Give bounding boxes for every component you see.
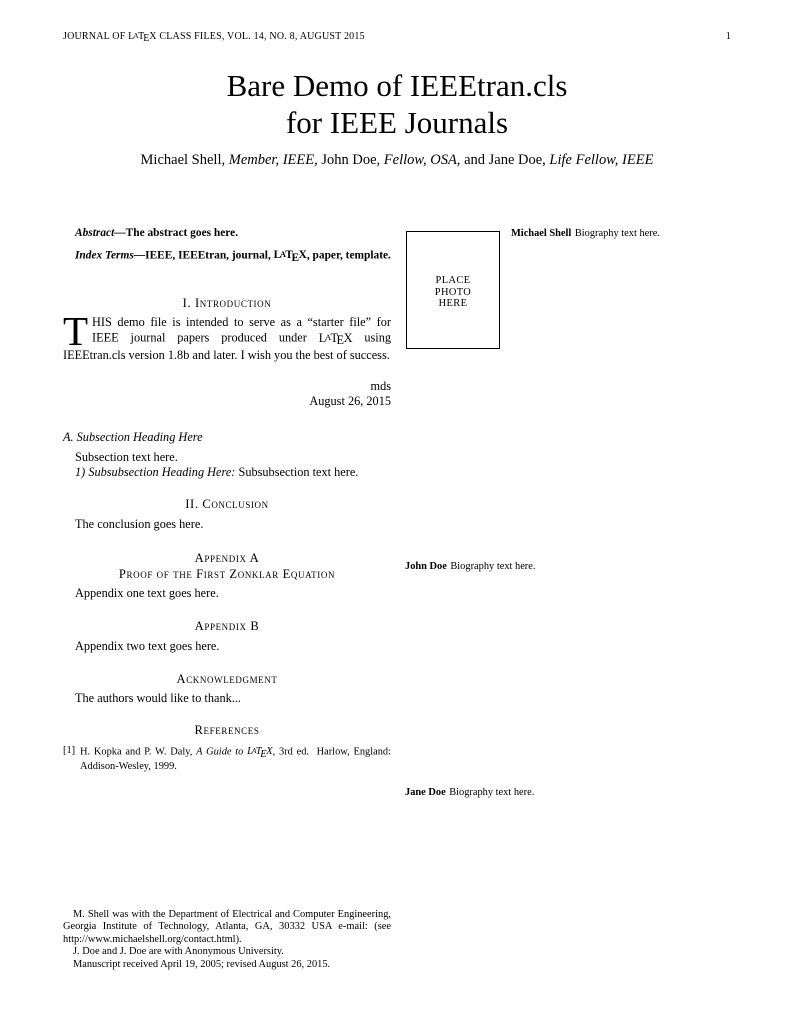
journal-header-text: JOURNAL OF LATEX CLASS FILES, VOL. 14, NO. 8, AUGUST 2015 xyxy=(63,31,365,45)
drop-cap: T xyxy=(63,308,89,354)
author-name-2: John Doe, xyxy=(317,152,384,168)
reference-item xyxy=(63,745,391,773)
conclusion-text: The conclusion goes here. xyxy=(75,517,204,531)
acknowledgment-heading: Acknowledgment xyxy=(176,672,278,686)
bio-john-doe xyxy=(405,561,732,573)
appendix-a-heading xyxy=(63,551,391,582)
author-affiliation-1: Member, IEEE, xyxy=(228,152,318,168)
photo-placeholder-box xyxy=(406,231,500,349)
footnote-para-3: Manuscript received April 19, 2005; revised August 26, 2015. xyxy=(73,958,331,970)
photo-placeholder-line-3: HERE xyxy=(438,298,468,310)
photo-placeholder-line-1: PLACE xyxy=(435,275,471,286)
title-line-1: Bare Demo of IEEEtran.cls xyxy=(226,68,568,103)
bio-michael-shell xyxy=(511,228,732,240)
latex-logo: LATEX xyxy=(318,330,353,348)
bio-name: Michael Shell xyxy=(511,228,572,239)
appendix-b-text: Appendix two text goes here. xyxy=(75,639,220,653)
title-line-2: for IEEE Journals xyxy=(285,105,509,140)
abstract-label: Abstract xyxy=(75,227,115,239)
references-heading: References xyxy=(194,723,260,737)
introduction-paragraph xyxy=(63,308,391,363)
reference-number: [1] xyxy=(63,745,76,756)
subsubsection-heading: 1) Subsubsection Heading Here: xyxy=(75,465,236,479)
bio-text: Biography text here. xyxy=(574,228,660,239)
latex-logo: LATEX xyxy=(273,249,307,264)
appendix-a-text: Appendix one text goes here. xyxy=(75,586,219,600)
acknowledgment-text: The authors would like to thank... xyxy=(75,691,241,705)
reference-text xyxy=(80,745,391,773)
signoff-block xyxy=(63,379,391,409)
bio-name: John Doe xyxy=(405,561,447,572)
reference-publisher: , 3rd ed. Harlow, England: Addison-Wesley, 1999. xyxy=(80,746,391,772)
introduction-text: HIS demo file is intended to serve as a “starter file” for IEEE journal papers produced under LATEX using IEEEtran.cls version 1.8b and later. I wish you the best of success. xyxy=(63,315,391,363)
latex-logo: LATEX xyxy=(128,31,157,45)
author-name-3: and Jane Doe, xyxy=(460,152,550,168)
bio-name: Jane Doe xyxy=(405,787,446,798)
footnote-para-2: J. Doe and J. Doe are with Anonymous University. xyxy=(73,946,284,958)
subsection-heading: A. Subsection Heading Here xyxy=(63,430,203,444)
bio-text: Biography text here. xyxy=(449,787,535,798)
footnote-para-1: M. Shell was with the Department of Electrical and Computer Engineering, Georgia Institute of Technology, Atlanta, GA, 30332 USA e-mail: (see http://www.michaelshell.org/contact.html). xyxy=(63,909,391,945)
signoff-name: mds xyxy=(370,379,391,393)
abstract-text: —The abstract goes here. xyxy=(114,227,239,239)
section-heading-conclusion: II. Conclusion xyxy=(185,497,269,511)
photo-placeholder-text xyxy=(407,275,499,310)
reference-title: A Guide to LATEX xyxy=(196,746,273,760)
left-column xyxy=(63,0,391,1028)
author-affiliation-2: Fellow, OSA, xyxy=(383,152,461,168)
index-terms-label: Index Terms xyxy=(75,249,134,262)
author-affiliation-3: Life Fellow, IEEE xyxy=(549,152,654,168)
photo-placeholder-line-2: PHOTO xyxy=(434,286,472,298)
bio-text: Biography text here. xyxy=(450,561,536,572)
reference-authors: H. Kopka and P. W. Daly, xyxy=(80,746,197,758)
subsection-text: Subsection text here. xyxy=(75,450,178,464)
section-heading-introduction: I. Introduction xyxy=(182,296,272,310)
bio-jane-doe xyxy=(405,787,732,799)
signoff-date: August 26, 2015 xyxy=(309,394,391,408)
appendix-a-heading-line-2: Proof of the First Zonklar Equation xyxy=(118,566,336,581)
index-terms-text: —IEEE, IEEEtran, journal, LATEX, paper, template. xyxy=(133,249,391,264)
footnote-block xyxy=(63,909,391,971)
latex-logo: LATEX xyxy=(247,746,273,760)
page-number: 1 xyxy=(725,31,731,42)
appendix-b-heading: Appendix B xyxy=(194,619,260,633)
author-name-1: Michael Shell, xyxy=(140,152,229,168)
subsubsection-text: Subsubsection text here. xyxy=(235,465,359,479)
index-terms-paragraph xyxy=(63,248,391,265)
abstract-paragraph xyxy=(63,226,391,240)
appendix-a-heading-line-1: Appendix A xyxy=(194,551,260,565)
subsubsection-paragraph xyxy=(63,465,391,480)
